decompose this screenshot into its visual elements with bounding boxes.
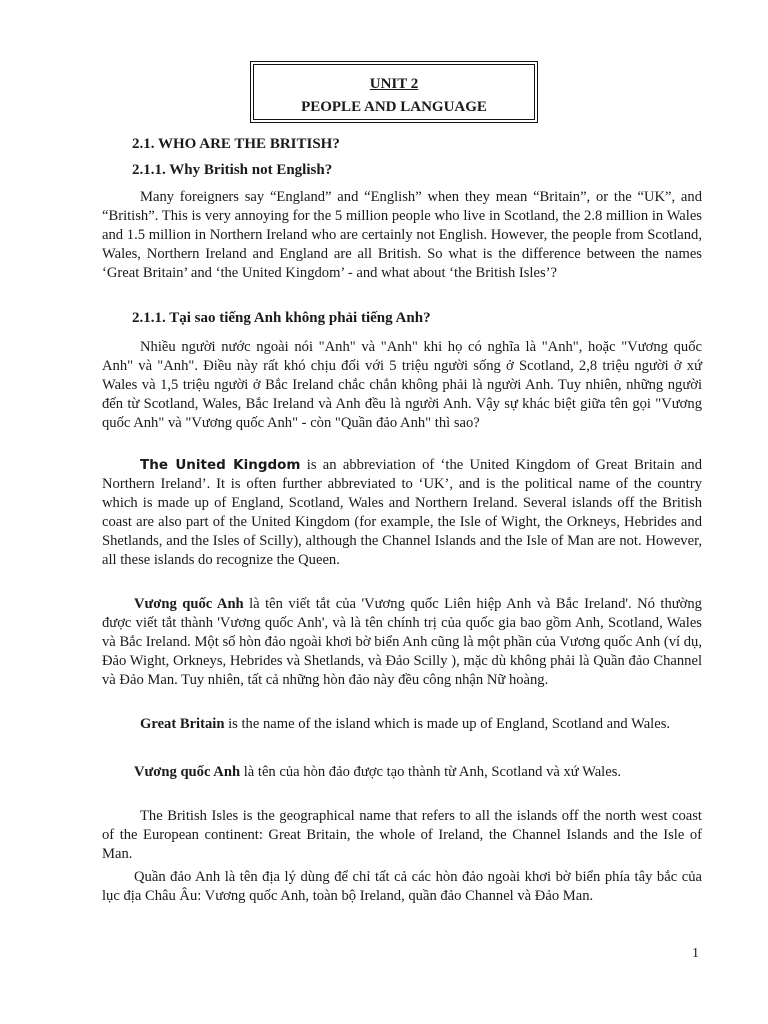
paragraph-vuong-quoc-anh (102, 595, 702, 690)
paragraph-great-britain-text: is the name of the island which is made up of England, Scotland and Wales. (224, 716, 671, 732)
section-heading: 2.1. WHO ARE THE BRITISH? (132, 136, 340, 152)
term-united-kingdom: The United Kingdom (140, 457, 301, 473)
page-number: 1 (692, 946, 699, 961)
term-vuong-quoc-anh-island: Vương quốc Anh (134, 764, 241, 780)
paragraph-vuong-quoc-anh-text: là tên viết tắt của 'Vương quốc Liên hiệp Anh và Bắc Ireland'. Nó thường được viết tắt thành 'Vương quốc Anh', và là tên chính trị của quốc gia bao gồm Anh, Scotland, Wales và Bắc Ireland. Một số hòn đảo ngoài khơi bờ biển Anh cũng là một phần của Vương quốc Anh (ví dụ, Đảo Wight, Orkneys, Hebrides và Shetlands, và Đảo Scilly ), mặc dù không phải là Quần đảo Channel và Đảo Man. Tuy nhiên, tất cả những hòn đảo này đều công nhận Nữ hoàng. (102, 596, 702, 688)
paragraph-great-britain (102, 715, 702, 734)
paragraph-foreigners-vietnamese: Nhiều người nước ngoài nói "Anh" và "Anh" khi họ có nghĩa là "Anh", hoặc "Vương quốc Anh" và "Anh". Điều này rất khó chịu đối với 5 triệu người sống ở Scotland, 2,8 triệu người ở xứ Wales và 1,5 triệu người ở Bắc Ireland chắc chắn không phải là người Anh. Tuy nhiên, những người đến từ Scotland, Wales, Bắc Ireland và Anh đều là người Anh. Vậy sự khác biệt giữa tên gọi "Vương quốc Anh" và "Vương quốc Anh" - còn "Quần đảo Anh" thì sao? (102, 339, 702, 431)
term-vuong-quoc-anh: Vương quốc Anh (134, 596, 244, 612)
paragraph-vuong-quoc-anh-island-text: là tên của hòn đảo được tạo thành từ Anh, Scotland và xứ Wales. (240, 764, 622, 780)
paragraph-vuong-quoc-anh-island (102, 763, 702, 782)
unit-subtitle: PEOPLE AND LANGUAGE (301, 99, 487, 115)
paragraph-united-kingdom-text: is an abbreviation of ‘the United Kingdom of Great Britain and Northern Ireland’. It is often further abbreviated to ‘UK’, and is the political name of the country which is made up of England, Scotland, Wales and Northern Ireland. Several islands off the British coast are also part of the United Kingdom (for example, the Isle of Wight, the Orkneys, Hebrides and Shetlands, and the Isles of Scilly), although the Channel Islands and the Isle of Man are not. However, all these islands do recognize the Queen. (102, 457, 702, 568)
paragraph-foreigners-english: Many foreigners say “England” and “English” when they mean “Britain”, or the “UK”, and “British”. This is very annoying for the 5 million people who live in Scotland, the 2.8 million in Wales and 1.5 million in Northern Ireland who are certainly not English. However, the people from Scotland, Wales, Northern Ireland and England are all British. So what is the difference between the names ‘Great Britain’ and ‘the United Kingdom’ - and what about ‘the British Isles’? (102, 189, 702, 281)
subsection-heading-english: 2.1.1. Why British not English? (132, 162, 333, 178)
paragraph-united-kingdom (102, 456, 702, 570)
unit-title-box (250, 61, 538, 123)
paragraph-quan-dao-anh: Quần đảo Anh là tên địa lý dùng để chỉ tất cả các hòn đảo ngoài khơi bờ biển phía tây bắc của lục địa Châu Âu: Vương quốc Anh, toàn bộ Ireland, quần đảo Channel và Đảo Man. (102, 869, 702, 904)
subsection-heading-vietnamese: 2.1.1. Tại sao tiếng Anh không phải tiếng Anh? (132, 310, 431, 326)
paragraph-british-isles: The British Isles is the geographical name that refers to all the islands off the north west coast of the European continent: Great Britain, the whole of Ireland, the Channel Islands and the Isle of Man. (102, 808, 702, 862)
term-great-britain: Great Britain (140, 716, 225, 732)
unit-title: UNIT 2 (369, 76, 419, 92)
